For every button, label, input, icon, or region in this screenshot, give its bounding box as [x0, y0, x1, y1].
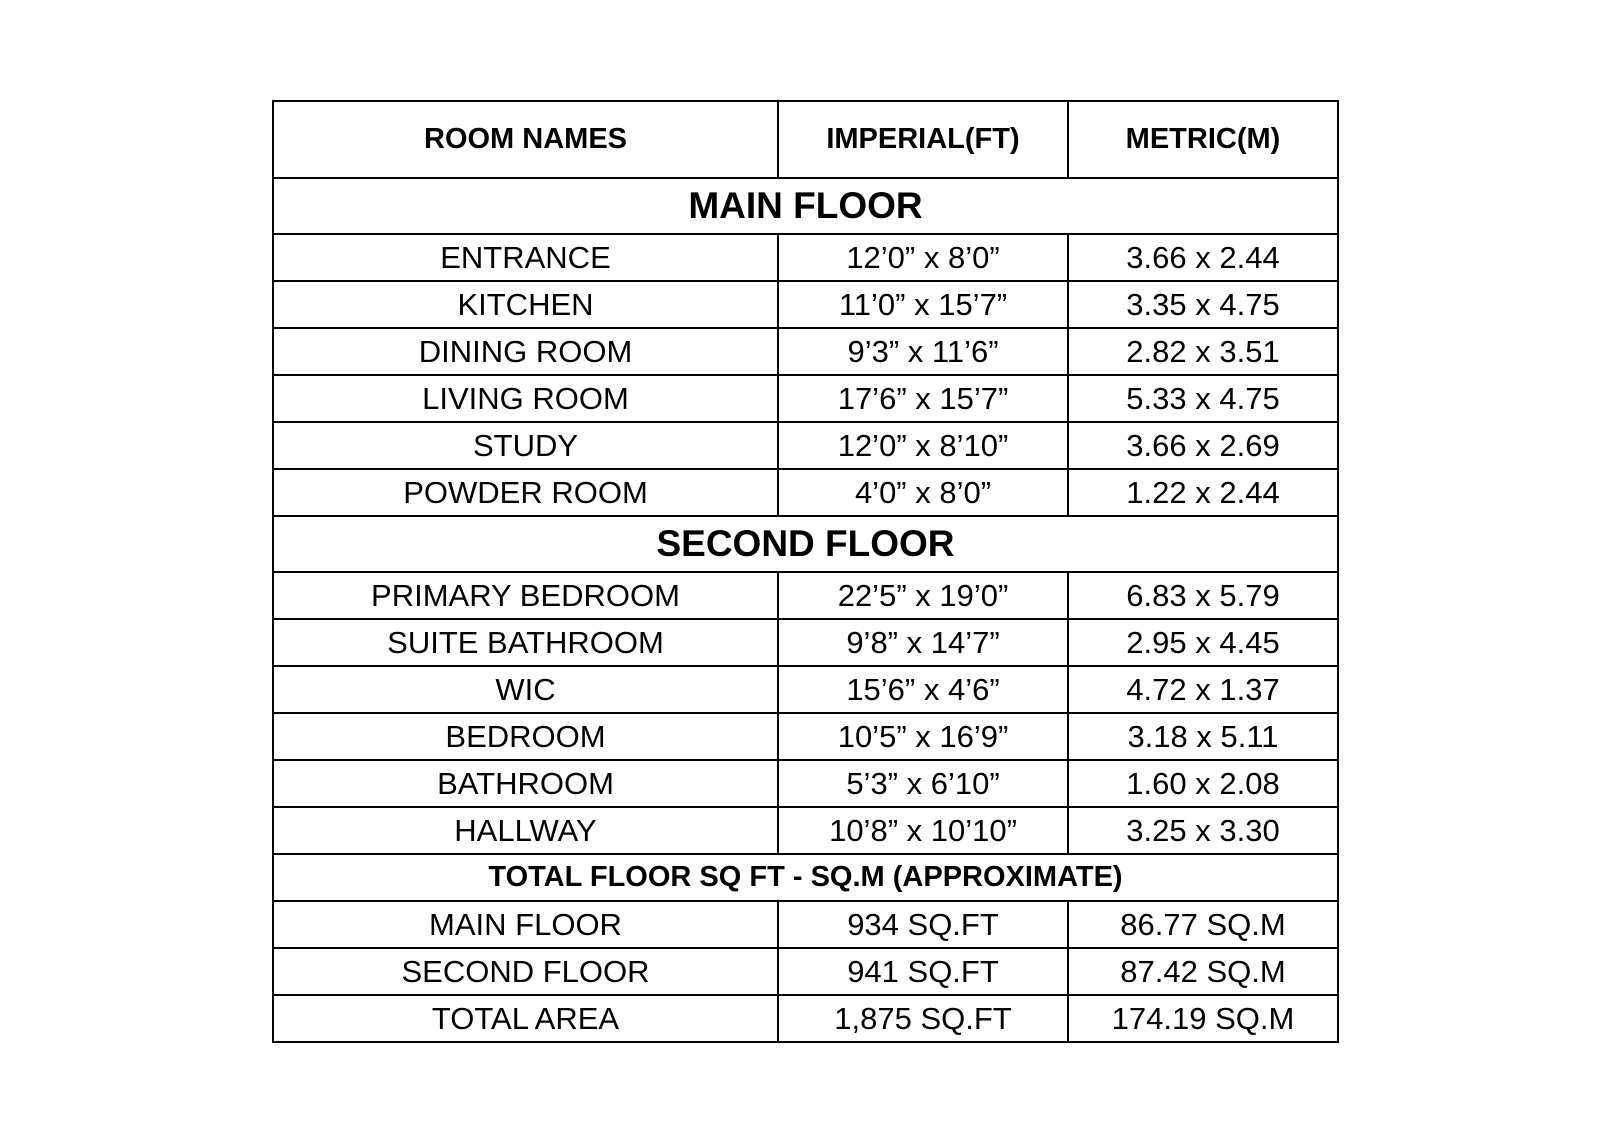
table-row: [273, 469, 1338, 516]
table-row: [273, 375, 1338, 422]
room-name-cell: DINING ROOM: [273, 328, 778, 375]
table-row: [273, 281, 1338, 328]
metric-cell: 1.22 x 2.44: [1068, 469, 1338, 516]
header-room-names: ROOM NAMES: [273, 101, 778, 178]
imperial-cell: 12’0” x 8’0”: [778, 234, 1068, 281]
metric-cell: 2.82 x 3.51: [1068, 328, 1338, 375]
section-title-second-floor: SECOND FLOOR: [273, 516, 1338, 572]
imperial-cell: 5’3” x 6’10”: [778, 760, 1068, 807]
table-row: [273, 995, 1338, 1042]
table-row: [273, 572, 1338, 619]
room-name-cell: LIVING ROOM: [273, 375, 778, 422]
metric-cell: 3.35 x 4.75: [1068, 281, 1338, 328]
total-label-cell: SECOND FLOOR: [273, 948, 778, 995]
table-row: [273, 234, 1338, 281]
imperial-total-cell: 1,875 SQ.FT: [778, 995, 1068, 1042]
imperial-cell: 9’8” x 14’7”: [778, 619, 1068, 666]
table-row: [273, 666, 1338, 713]
metric-cell: 5.33 x 4.75: [1068, 375, 1338, 422]
room-name-cell: SUITE BATHROOM: [273, 619, 778, 666]
section-second-floor: [273, 516, 1338, 572]
imperial-cell: 15’6” x 4’6”: [778, 666, 1068, 713]
total-label-cell: MAIN FLOOR: [273, 901, 778, 948]
room-name-cell: BEDROOM: [273, 713, 778, 760]
imperial-cell: 22’5” x 19’0”: [778, 572, 1068, 619]
room-name-cell: PRIMARY BEDROOM: [273, 572, 778, 619]
metric-cell: 1.60 x 2.08: [1068, 760, 1338, 807]
header-row: [273, 101, 1338, 178]
table-row: [273, 619, 1338, 666]
room-name-cell: HALLWAY: [273, 807, 778, 854]
table-row: [273, 948, 1338, 995]
header-imperial: IMPERIAL(FT): [778, 101, 1068, 178]
room-name-cell: WIC: [273, 666, 778, 713]
room-name-cell: POWDER ROOM: [273, 469, 778, 516]
section-totals: [273, 854, 1338, 901]
metric-cell: 3.18 x 5.11: [1068, 713, 1338, 760]
imperial-cell: 11’0” x 15’7”: [778, 281, 1068, 328]
metric-cell: 6.83 x 5.79: [1068, 572, 1338, 619]
room-name-cell: BATHROOM: [273, 760, 778, 807]
metric-total-cell: 86.77 SQ.M: [1068, 901, 1338, 948]
section-title-totals: TOTAL FLOOR SQ FT - SQ.M (APPROXIMATE): [273, 854, 1338, 901]
imperial-cell: 12’0” x 8’10”: [778, 422, 1068, 469]
room-schedule-table: [272, 100, 1339, 1043]
room-name-cell: STUDY: [273, 422, 778, 469]
imperial-cell: 17’6” x 15’7”: [778, 375, 1068, 422]
metric-total-cell: 87.42 SQ.M: [1068, 948, 1338, 995]
table-row: [273, 422, 1338, 469]
metric-total-cell: 174.19 SQ.M: [1068, 995, 1338, 1042]
room-name-cell: KITCHEN: [273, 281, 778, 328]
table-row: [273, 713, 1338, 760]
metric-cell: 3.66 x 2.69: [1068, 422, 1338, 469]
table-row: [273, 328, 1338, 375]
imperial-cell: 9’3” x 11’6”: [778, 328, 1068, 375]
table-row: [273, 901, 1338, 948]
room-schedule-body: [273, 101, 1338, 1042]
room-name-cell: ENTRANCE: [273, 234, 778, 281]
header-metric: METRIC(M): [1068, 101, 1338, 178]
metric-cell: 4.72 x 1.37: [1068, 666, 1338, 713]
table-row: [273, 807, 1338, 854]
imperial-total-cell: 934 SQ.FT: [778, 901, 1068, 948]
table-row: [273, 760, 1338, 807]
total-label-cell: TOTAL AREA: [273, 995, 778, 1042]
section-title-main-floor: MAIN FLOOR: [273, 178, 1338, 234]
imperial-cell: 10’8” x 10’10”: [778, 807, 1068, 854]
imperial-total-cell: 941 SQ.FT: [778, 948, 1068, 995]
metric-cell: 2.95 x 4.45: [1068, 619, 1338, 666]
imperial-cell: 10’5” x 16’9”: [778, 713, 1068, 760]
imperial-cell: 4’0” x 8’0”: [778, 469, 1068, 516]
section-main-floor: [273, 178, 1338, 234]
metric-cell: 3.25 x 3.30: [1068, 807, 1338, 854]
metric-cell: 3.66 x 2.44: [1068, 234, 1338, 281]
